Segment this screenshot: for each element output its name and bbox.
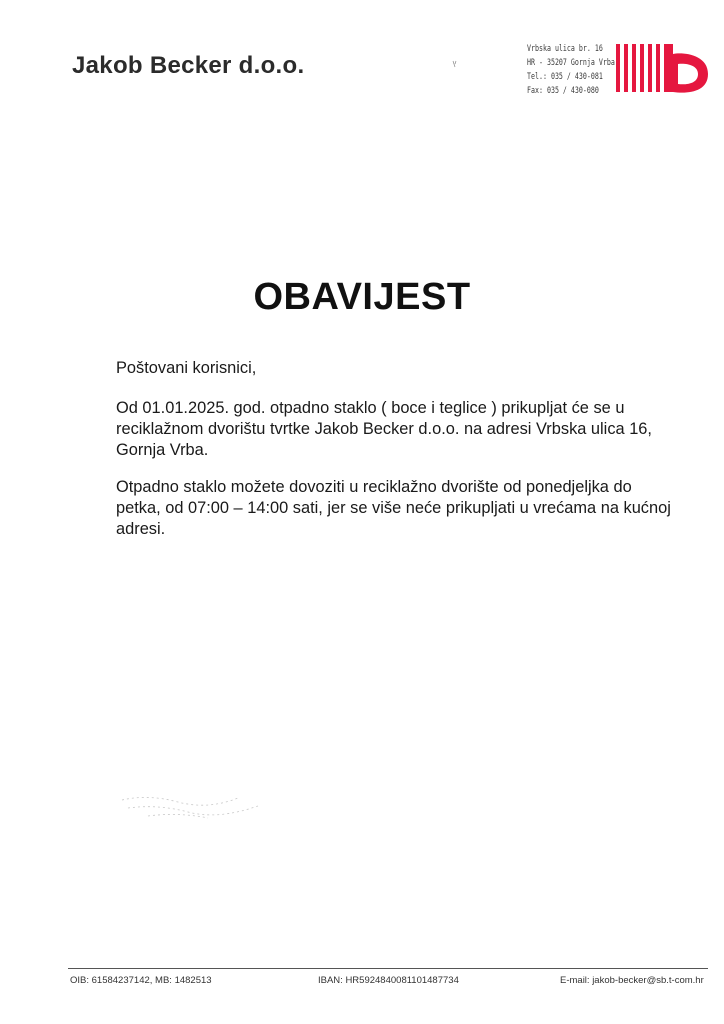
company-name: Jakob Becker d.o.o. xyxy=(72,52,305,79)
greeting: Poštovani korisnici, xyxy=(116,359,257,377)
address-fax: Fax: 035 / 430-080 xyxy=(527,86,599,96)
footer-iban: IBAN: HR5924840081101487734 xyxy=(318,975,459,986)
notice-paragraph-collection-location: Od 01.01.2025. god. otpadno staklo ( boce i teglice ) prikupljat će se u reciklažnom dvorištu tvrtke Jakob Becker d.o.o. na adresi Vrbska ulica 16, Gornja Vrba. xyxy=(116,399,652,459)
footer-email: E-mail: jakob-becker@sb.t-com.hr xyxy=(560,975,704,986)
notice-title: OBAVIJEST xyxy=(253,276,471,318)
notice-paragraph-opening-hours: Otpadno staklo možete dovoziti u reciklažno dvorište od ponedjeljka do petka, od 07:00 – 14:00 sati, jer se više neće prikupljati u vrećama na kućnoj adresi. xyxy=(116,478,671,538)
address-city: HR - 35207 Gornja Vrba xyxy=(527,58,615,68)
company-address xyxy=(527,42,615,98)
company-logo xyxy=(616,42,708,94)
footer-divider xyxy=(68,968,708,969)
address-phone: Tel.: 035 / 430-081 xyxy=(527,72,603,82)
address-street: Vrbska ulica br. 16 xyxy=(527,44,603,54)
faint-signature-marks xyxy=(118,786,268,826)
scan-speck xyxy=(452,55,458,63)
footer-oib: OIB: 61584237142, MB: 1482513 xyxy=(70,975,212,986)
